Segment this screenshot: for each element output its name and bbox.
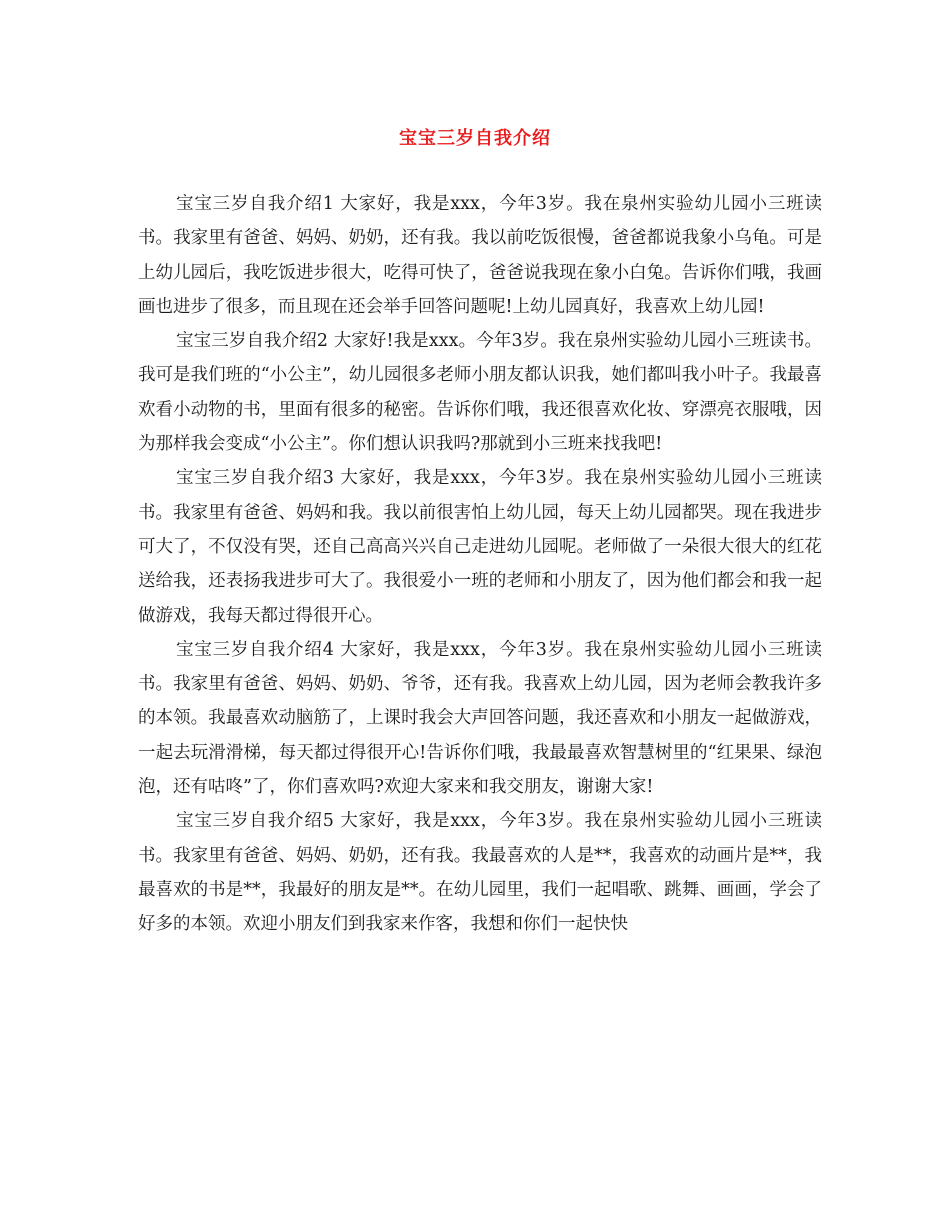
paragraph-intro-3: 宝宝三岁自我介绍3 大家好，我是xxx，今年3岁。我在泉州实验幼儿园小三班读书。我家里有爸爸、妈妈和我。我以前很害怕上幼儿园，每天上幼儿园都哭。现在我进步可大了，不仅没有哭，还自己高高兴兴自己走进幼儿园呢。老师做了一朵很大很大的红花送给我，还表扬我进步可大了。我很爱小一班的老师和小朋友了，因为他们都会和我一起做游戏，我每天都过得很开心。 (138, 468, 822, 626)
paragraph-intro-4: 宝宝三岁自我介绍4 大家好，我是xxx，今年3岁。我在泉州实验幼儿园小三班读书。我家里有爸爸、妈妈、奶奶、爷爷，还有我。我喜欢上幼儿园，因为老师会教我许多的本领。我最喜欢动脑筋了，上课时我会大声回答问题，我还喜欢和小朋友一起做游戏，一起去玩滑滑梯，每天都过得很开心!告诉你们哦，我最最喜欢智慧树里的“红果果、绿泡泡，还有咕咚”了，你们喜欢吗?欢迎大家来和我交朋友，谢谢大家! (138, 639, 822, 798)
paragraph-intro-5: 宝宝三岁自我介绍5 大家好，我是xxx，今年3岁。我在泉州实验幼儿园小三班读书。我家里有爸爸、妈妈、奶奶，还有我。我最喜欢的人是**，我喜欢的动画片是**，我最喜欢的书是**，我最好的朋友是**。在幼儿园里，我们一起唱歌、跳舞、画画，学会了好多的本领。欢迎小朋友们到我家来作客，我想和你们一起快快 (138, 811, 822, 935)
paragraph-intro-1: 宝宝三岁自我介绍1 大家好，我是xxx，今年3岁。我在泉州实验幼儿园小三班读书。我家里有爸爸、妈妈、奶奶，还有我。我以前吃饭很慢，爸爸都说我象小乌龟。可是上幼儿园后，我吃饭进步很大，吃得可快了，爸爸说我现在象小白兔。告诉你们哦，我画画也进步了很多，而且现在还会举手回答问题呢!上幼儿园真好，我喜欢上幼儿园! (138, 194, 822, 317)
paragraph-intro-2: 宝宝三岁自我介绍2 大家好!我是xxx。今年3岁。我在泉州实验幼儿园小三班读书。我可是我们班的“小公主”，幼儿园很多老师小朋友都认识我，她们都叫我小叶子。我最喜欢看小动物的书，里面有很多的秘密。告诉你们哦，我还很喜欢化妆、穿漂亮衣服哦，因为那样我会变成“小公主”。你们想认识我吗?那就到小三班来找我吧! (138, 331, 822, 455)
document-body (138, 187, 822, 942)
document-title: 宝宝三岁自我介绍 (399, 128, 551, 149)
